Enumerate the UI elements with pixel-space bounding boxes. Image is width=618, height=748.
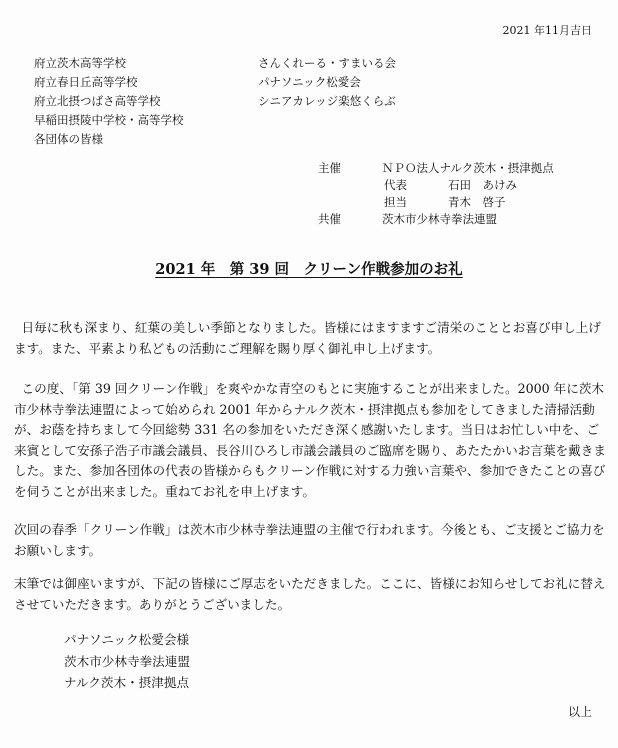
letter-date: 2021 年11月吉日 [502, 24, 592, 37]
recipient: パナソニック松愛会 [258, 75, 361, 89]
recipient: 府立茨木高等学校 [34, 56, 126, 70]
representative-label: 代表 [384, 178, 407, 192]
donor-item: 茨木市少林寺拳法連盟 [64, 653, 190, 669]
cohost-name: 茨木市少林寺拳法連盟 [382, 212, 497, 226]
paragraph-report: この度、「第 39 回クリーン作戦」を爽やかな青空のもとに実施することが出来ました。2000 年に茨木市少林寺拳法連盟によって始められ 2001 年からナルク茨木・摂津拠点も参加をしてきました清掃活動が、お蔭を持ちまして今回総勢 331 名の参加をいただき深く感謝いたします。当日はお忙しい中を、ご来賓として安孫子浩子市議会議員、長谷川ひろし市議会議員のご臨席を賜り、あたたかいお言葉を戴きました。また、参加各団体の代表の皆様からもクリーン作戦に対する力強い言葉や、参加できたことの喜びを伺うことが出来ました。重ねてお礼を申上げます。 [14, 381, 606, 499]
host-name: ＮＰＯ法人ナルク茨木・摂津拠点 [382, 161, 554, 175]
recipient: さんくれーる・すまいる会 [258, 56, 396, 70]
representative-name: 石田 あけみ [448, 178, 517, 192]
recipient: 各団体の皆様 [34, 132, 103, 146]
recipient: シニアカレッジ楽悠くらぶ [258, 94, 396, 108]
paragraph-acknowledgement: 末筆では御座いますが、下記の皆様にご厚志をいただきました。ここに、皆様にお知らせしてお礼に替えさせていただきます。ありがとうございました。 [14, 576, 606, 612]
donor-item: ナルク茨木・摂津拠点 [64, 675, 190, 690]
recipient: 府立北摂つばさ高等学校 [34, 94, 161, 108]
paragraph-greeting: 日毎に秋も深まり、紅葉の美しい季節となりました。皆様にはますますご清栄のこととお喜び申し上げます。また、平素より私どもの活動にご理解を賜り厚く御礼申し上げます。 [14, 320, 601, 356]
staff-name: 青木 啓子 [448, 195, 506, 209]
recipients-left [34, 54, 184, 149]
staff-label: 担当 [384, 195, 407, 209]
recipient: 府立春日丘高等学校 [34, 75, 138, 89]
recipients-right [258, 54, 396, 111]
organizer-block [318, 160, 554, 228]
recipient: 早稲田摂陵中学校・高等学校 [34, 113, 184, 127]
cohost-label: 共催 [318, 212, 341, 226]
host-label: 主催 [318, 161, 341, 175]
paragraph-next-event: 次回の春季「クリーン作戦」は茨木市少林寺拳法連盟の主催で行われます。今後とも、ご支援とご協力をお願いします。 [14, 522, 605, 558]
donor-list [64, 629, 190, 694]
closing-mark: 以上 [567, 705, 592, 719]
letter-title: 2021 年 第 39 回 クリーン作戦参加のお礼 [155, 261, 463, 278]
donor-item: パナソニック松愛会様 [64, 632, 190, 647]
